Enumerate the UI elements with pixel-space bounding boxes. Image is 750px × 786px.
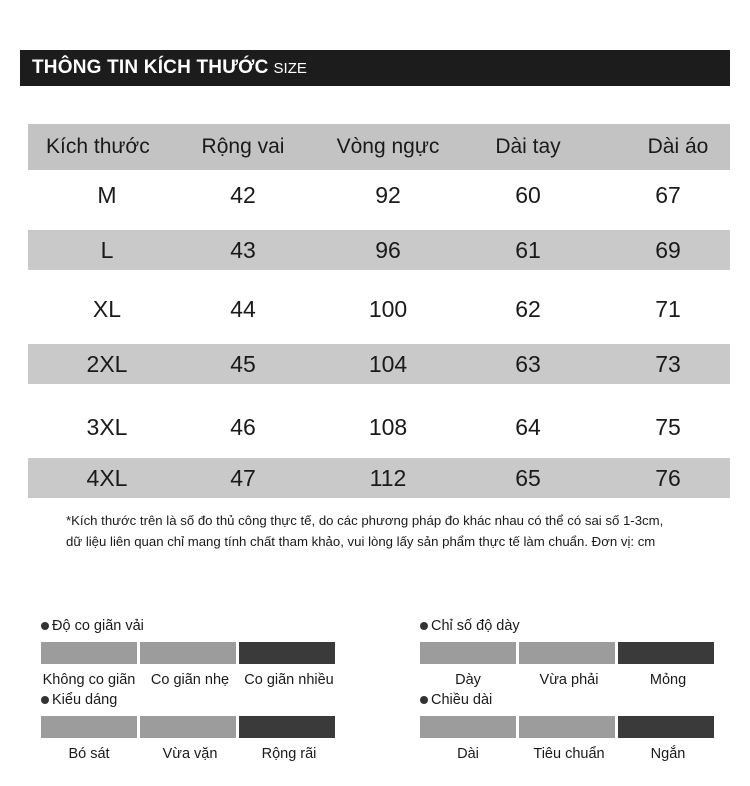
scale-bar bbox=[519, 716, 615, 738]
scale-bar-selected bbox=[239, 642, 335, 664]
scale-option: Co giãn nhẹ bbox=[150, 672, 230, 688]
bullet-icon bbox=[41, 696, 49, 704]
table-cell: 62 bbox=[515, 295, 541, 322]
table-cell: 112 bbox=[369, 464, 407, 491]
column-header: Dài tay bbox=[495, 135, 561, 158]
bullet-icon bbox=[420, 696, 428, 704]
table-row bbox=[28, 230, 730, 270]
header-subtitle: SIZE bbox=[273, 60, 307, 77]
measurement-note bbox=[66, 510, 746, 552]
table-cell: 3XL bbox=[86, 413, 128, 440]
table-cell: 2XL bbox=[86, 350, 128, 377]
table-cell: 92 bbox=[375, 181, 401, 208]
column-header: Kích thước bbox=[46, 135, 150, 158]
scale-option: Ngắn bbox=[650, 746, 686, 762]
table-cell: 65 bbox=[515, 464, 541, 491]
table-cell: 43 bbox=[230, 236, 256, 263]
scale-title bbox=[41, 618, 144, 634]
table-cell: 47 bbox=[230, 464, 256, 491]
table-cell: 76 bbox=[655, 464, 681, 491]
scale-option: Bó sát bbox=[68, 746, 110, 762]
fit-scale bbox=[41, 692, 341, 762]
scale-bar-selected bbox=[239, 716, 335, 738]
table-cell: 42 bbox=[230, 181, 256, 208]
bullet-icon bbox=[41, 622, 49, 630]
table-cell: 44 bbox=[230, 295, 256, 322]
scale-bar bbox=[420, 642, 516, 664]
column-header: Rộng vai bbox=[201, 135, 285, 158]
scale-title bbox=[41, 692, 117, 708]
scale-title-label: Chỉ số độ dày bbox=[431, 618, 520, 634]
table-cell: 64 bbox=[515, 413, 541, 440]
scale-option: Tiêu chuẩn bbox=[533, 746, 605, 762]
scale-option: Không co giãn bbox=[42, 672, 136, 688]
table-row bbox=[28, 406, 730, 448]
header-banner bbox=[20, 50, 730, 86]
table-cell: M bbox=[97, 181, 117, 208]
scale-option: Mỏng bbox=[649, 672, 687, 688]
table-cell: XL bbox=[92, 295, 122, 322]
table-cell: 67 bbox=[655, 181, 681, 208]
scale-option: Co giãn nhiều bbox=[244, 672, 334, 688]
scale-option: Dày bbox=[455, 672, 481, 688]
scale-option: Vừa vặn bbox=[162, 746, 218, 762]
note-line: *Kích thước trên là số đo thủ công thực tế, do các phương pháp đo khác nhau có thể có sai số 1-3cm, bbox=[66, 513, 664, 528]
scale-bar bbox=[519, 642, 615, 664]
stretch-scale bbox=[41, 618, 341, 688]
table-cell: L bbox=[100, 236, 114, 263]
table-cell: 45 bbox=[230, 350, 256, 377]
scale-bar bbox=[41, 716, 137, 738]
column-header: Vòng ngực bbox=[336, 135, 440, 158]
note-line: dữ liệu liên quan chỉ mang tính chất tham khảo, vui lòng lấy sản phẩm thực tế làm chuẩn. Đơn vị: cm bbox=[66, 534, 656, 549]
scale-option: Rộng rãi bbox=[261, 746, 317, 762]
scale-option: Vừa phải bbox=[539, 672, 599, 688]
length-scale bbox=[420, 692, 720, 762]
scale-title-label: Kiểu dáng bbox=[52, 692, 118, 708]
scale-title-label: Chiều dài bbox=[431, 692, 493, 708]
table-cell: 100 bbox=[368, 295, 408, 322]
table-cell: 104 bbox=[368, 350, 408, 377]
table-cell: 61 bbox=[515, 236, 541, 263]
scale-option: Dài bbox=[457, 746, 479, 762]
table-row bbox=[28, 174, 730, 216]
table-cell: 46 bbox=[230, 413, 256, 440]
table-cell: 73 bbox=[655, 350, 681, 377]
table-cell: 108 bbox=[368, 413, 408, 440]
table-cell: 96 bbox=[375, 236, 401, 263]
column-header: Dài áo bbox=[647, 135, 709, 158]
table-cell: 60 bbox=[515, 181, 541, 208]
table-header-row bbox=[28, 124, 730, 170]
header-title: THÔNG TIN KÍCH THƯỚC bbox=[32, 57, 269, 78]
table-row bbox=[28, 288, 730, 330]
bullet-icon bbox=[420, 622, 428, 630]
thickness-scale bbox=[420, 618, 720, 688]
scale-bar bbox=[140, 642, 236, 664]
scale-title bbox=[420, 618, 520, 634]
table-cell: 71 bbox=[655, 295, 681, 322]
scale-bar-selected bbox=[618, 716, 714, 738]
scale-bar bbox=[140, 716, 236, 738]
scale-title-label: Độ co giãn vải bbox=[52, 618, 144, 634]
table-cell: 4XL bbox=[86, 464, 128, 491]
table-cell: 69 bbox=[655, 236, 681, 263]
table-row bbox=[28, 344, 730, 384]
table-row bbox=[28, 458, 730, 498]
scale-bar bbox=[420, 716, 516, 738]
table-cell: 75 bbox=[655, 413, 681, 440]
scale-bar-selected bbox=[618, 642, 714, 664]
table-cell: 63 bbox=[515, 350, 541, 377]
scale-bar bbox=[41, 642, 137, 664]
scale-title bbox=[420, 692, 492, 708]
